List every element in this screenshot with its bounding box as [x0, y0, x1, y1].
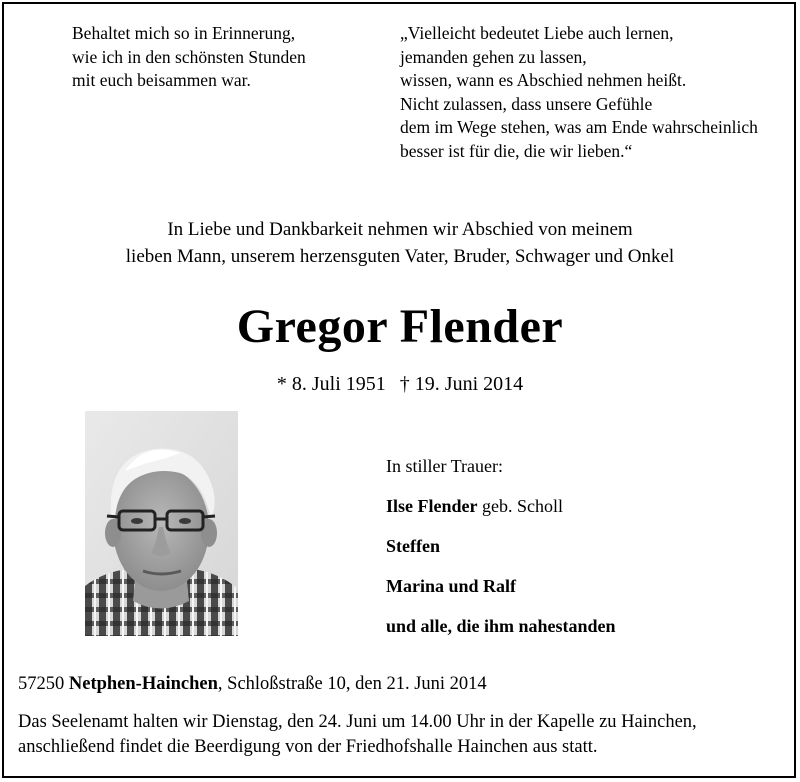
quote-right-line: jemanden gehen zu lassen, [400, 46, 587, 67]
mourners-list [386, 455, 616, 655]
service-line-1: Das Seelenamt halten wir Dienstag, den 24. Juni um 14.00 Uhr in der Kapelle zu Hainchen, [18, 712, 697, 732]
death-date: † 19. Juni 2014 [399, 373, 524, 395]
mourner-entry [386, 575, 616, 615]
town: Netphen-Hainchen [68, 674, 218, 694]
birth-date: * 8. Juli 1951 [276, 373, 386, 395]
intro-line-1: In Liebe und Dankbarkeit nehmen wir Abschied von meinem [167, 219, 633, 240]
mourner-name: und alle, die ihm nahestanden [386, 616, 616, 636]
mourner-name: Marina und Ralf [386, 576, 517, 596]
quote-right-line: dem im Wege stehen, was am Ende wahrscheinlich [400, 117, 758, 137]
deceased-name: Gregor Flender [236, 300, 564, 353]
mourner-note: geb. Scholl [477, 496, 563, 516]
intro-text [0, 216, 800, 270]
street-and-date: , Schloßstraße 10, den 21. Juni 2014 [217, 674, 487, 694]
mourner-name: Ilse Flender [386, 496, 478, 516]
mourner-entry [386, 615, 616, 655]
quote-right [400, 22, 758, 163]
quote-left-line: mit euch beisammen war. [72, 70, 251, 90]
portrait-photo [85, 411, 238, 636]
mourner-entry [386, 495, 616, 535]
service-info [18, 710, 697, 759]
quote-left-line: Behaltet mich so in Erinnerung, [72, 23, 296, 43]
mourners-heading: In stiller Trauer: [386, 456, 503, 476]
service-line-2: anschließend findet die Beerdigung von der Friedhofshalle Hainchen aus statt. [18, 736, 598, 757]
life-dates [0, 369, 800, 399]
postcode: 57250 [18, 674, 65, 694]
mourner-name: Steffen [386, 536, 440, 556]
portrait-illustration [85, 411, 238, 636]
quote-right-line: „Vielleicht bedeutet Liebe auch lernen, [400, 23, 674, 43]
quote-right-line: besser ist für die, die wir lieben.“ [400, 140, 633, 161]
mourner-entry [386, 535, 616, 575]
intro-line-2: lieben Mann, unserem herzensguten Vater, Bruder, Schwager und Onkel [125, 246, 675, 267]
address-line [18, 671, 487, 697]
quote-left [72, 22, 306, 93]
quote-left-line: wie ich in den schönsten Stunden [72, 46, 306, 67]
quote-right-line: wissen, wann es Abschied nehmen heißt. [400, 70, 687, 90]
quote-right-line: Nicht zulassen, dass unsere Gefühle [400, 93, 653, 114]
